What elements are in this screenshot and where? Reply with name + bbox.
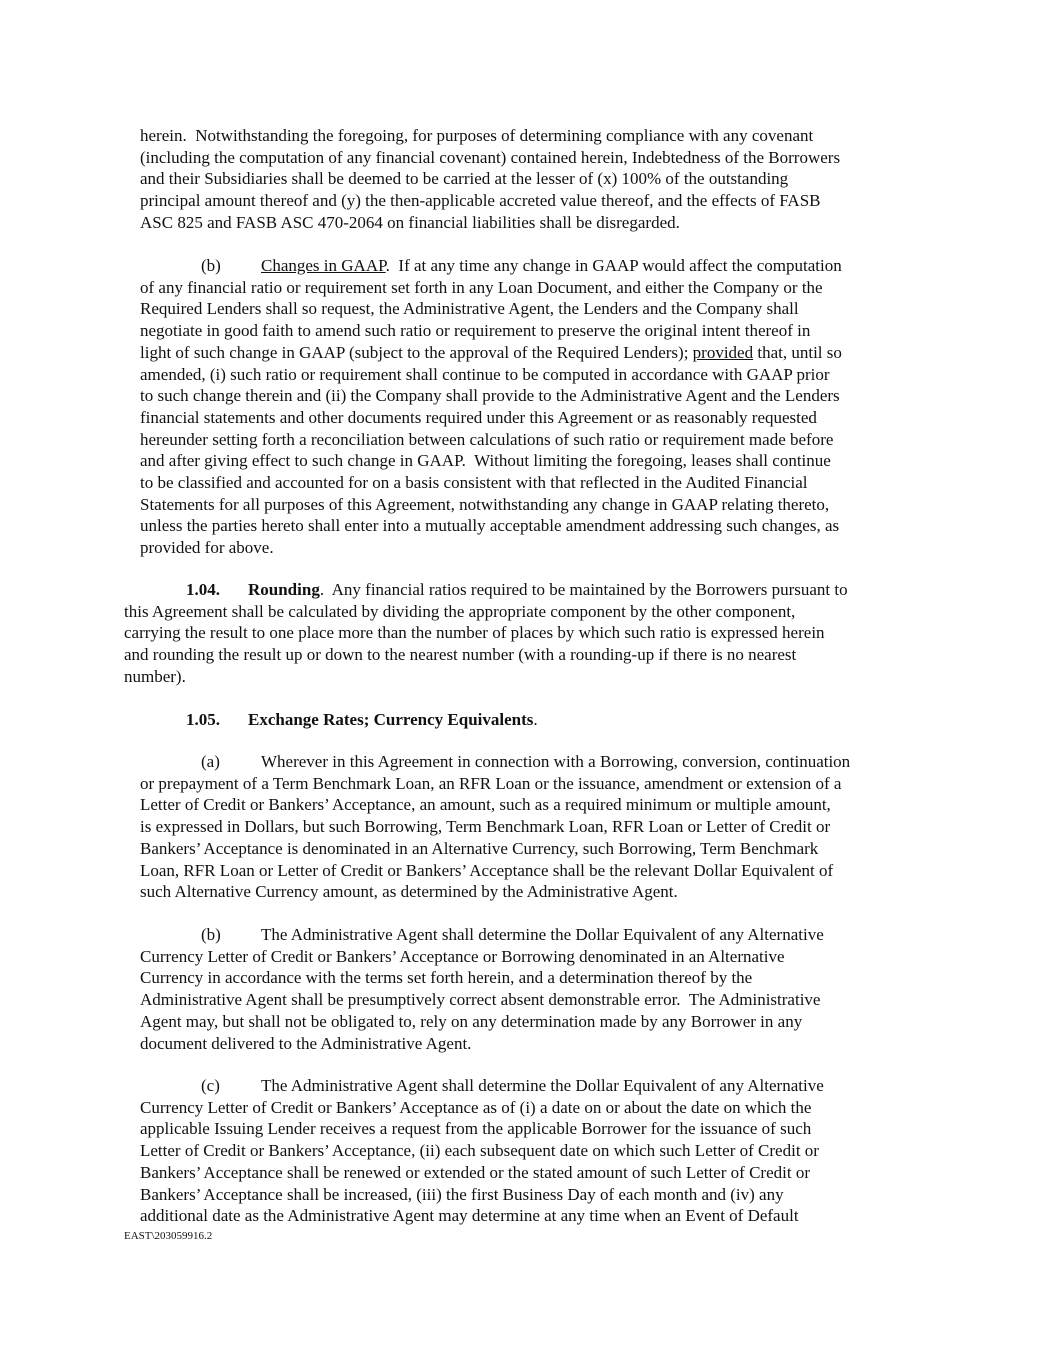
text-line: Administrative Agent shall be presumptively correct absent demonstrable error. The Administrative [140,990,821,1010]
text-fragment: that, until so [753,342,842,362]
text-line: herein. Notwithstanding the foregoing, for purposes of determining compliance with any covenant [140,126,814,145]
section-number: 1.05. [186,710,220,729]
subsection-label: (c) [201,1076,220,1095]
document-id-footer: EAST\203059916.2 [124,1230,213,1242]
text-line: Bankers’ Acceptance shall be increased, (iii) the first Business Day of each month and (iv) any [140,1184,784,1204]
text-line: Bankers’ Acceptance is denominated in an Alternative Currency, such Borrowing, Term Benchmark [140,838,819,858]
text-fragment: The Administrative Agent shall determine the Dollar Equivalent of any Alternative [261,925,824,944]
text-line [140,751,940,773]
provided-term: provided [692,342,754,362]
text-line: hereunder setting forth a reconciliation between calculations of such ratio or requirement made before [140,429,834,449]
section-number: 1.04. [186,580,220,599]
subsection-label: (b) [201,925,221,944]
text-fragment: light of such change in GAAP (subject to the approval of the Required Lenders); [140,342,693,362]
text-line: provided for above. [140,538,274,558]
text-line: to such change therein and (ii) the Company shall provide to the Administrative Agent and the Lenders [140,386,840,406]
section-title: Rounding [248,580,320,599]
text-line: is expressed in Dollars, but such Borrowing, Term Benchmark Loan, RFR Loan or Letter of Credit or [140,817,831,837]
text-line: document delivered to the Administrative Agent. [140,1033,472,1053]
text-line: Currency Letter of Credit or Bankers’ Acceptance as of (i) a date on or about the date on which the [140,1097,812,1117]
text-line: such Alternative Currency amount, as determined by the Administrative Agent. [140,882,678,902]
text-line: Required Lenders shall so request, the Administrative Agent, the Lenders and the Company shall [140,299,799,319]
text-line: applicable Issuing Lender receives a request from the applicable Borrower for the issuance of such [140,1119,812,1139]
text-line: (including the computation of any financial covenant) contained herein, Indebtedness of the Borrowers [140,147,841,167]
text-fragment: . [533,710,538,729]
text-line [140,255,940,277]
text-line: additional date as the Administrative Agent may determine at any time when an Event of Default [140,1206,799,1226]
text-line: of any financial ratio or requirement set forth in any Loan Document, and either the Company or the [140,277,823,297]
section-1-04-rounding [124,579,940,688]
text-line [124,579,940,601]
text-line: carrying the result to one place more than the number of places by which such ratio is expressed herein [124,623,825,643]
text-line: to be classified and accounted for on a basis consistent with that reflected in the Audited Financial [140,473,808,493]
text-line: and after giving effect to such change in GAAP. Without limiting the foregoing, leases shall continue [140,451,831,471]
text-fragment: The Administrative Agent shall determine the Dollar Equivalent of any Alternative [261,1076,824,1095]
section-1-05-heading [124,709,940,731]
text-line: Letter of Credit or Bankers’ Acceptance, an amount, such as a required minimum or multiple amount, [140,795,831,815]
paragraph-1-05-b [140,924,940,1054]
text-fragment: . Any financial ratios required to be maintained by the Borrowers pursuant to [319,580,848,599]
text-line: unless the parties hereto shall enter into a mutually acceptable amendment addressing such changes, as [140,516,840,536]
paragraph-1-05-a [140,751,940,903]
text-line: ASC 825 and FASB ASC 470-2064 on financial liabilities shall be disregarded. [140,212,680,232]
text-line: or prepayment of a Term Benchmark Loan, an RFR Loan or the issuance, amendment or extension of a [140,773,842,793]
subsection-heading: Changes in GAAP [261,256,386,275]
subsection-label: (a) [201,752,220,771]
text-line: Statements for all purposes of this Agreement, notwithstanding any change in GAAP relating thereto, [140,494,830,514]
text-line: this Agreement shall be calculated by dividing the appropriate component by the other component, [124,601,796,621]
text-line: Agent may, but shall not be obligated to, rely on any determination made by any Borrower in any [140,1011,803,1031]
paragraph-1-05-c [140,1075,940,1227]
text-line: Letter of Credit or Bankers’ Acceptance, (ii) each subsequent date on which such Letter of Credit or [140,1141,819,1161]
text-line: principal amount thereof and (y) the then-applicable accreted value thereof, and the effects of FASB [140,191,821,211]
text-line: Currency in accordance with the terms set forth herein, and a determination thereof by the [140,968,753,988]
text-line: and their Subsidiaries shall be deemed to be carried at the lesser of (x) 100% of the outstanding [140,169,789,189]
text-line [124,709,940,731]
text-line [140,342,940,364]
text-line: amended, (i) such ratio or requirement shall continue to be computed in accordance with GAAP prior [140,364,830,384]
text-line [140,1075,940,1097]
text-line: financial statements and other documents required under this Agreement or as reasonably requested [140,407,817,427]
text-line: number). [124,666,186,686]
text-line: Bankers’ Acceptance shall be renewed or extended or the stated amount of such Letter of Credit or [140,1162,810,1182]
text-line: Loan, RFR Loan or Letter of Credit or Bankers’ Acceptance shall be the relevant Dollar Equivalent of [140,860,834,880]
text-line: negotiate in good faith to amend such ratio or requirement to preserve the original intent thereof in [140,321,811,341]
paragraph-a-continuation [140,125,940,234]
text-fragment: . If at any time any change in GAAP would affect the computation [385,256,842,275]
text-fragment: Wherever in this Agreement in connection with a Borrowing, conversion, continuation [261,752,851,771]
text-line: and rounding the result up or down to the nearest number (with a rounding-up if there is no nearest [124,645,797,665]
subsection-label: (b) [201,256,221,275]
section-title: Exchange Rates; Currency Equivalents [248,710,534,729]
text-line [140,924,940,946]
paragraph-b-changes-in-gaap [140,255,940,559]
text-line: Currency Letter of Credit or Bankers’ Acceptance or Borrowing denominated in an Alternative [140,946,785,966]
